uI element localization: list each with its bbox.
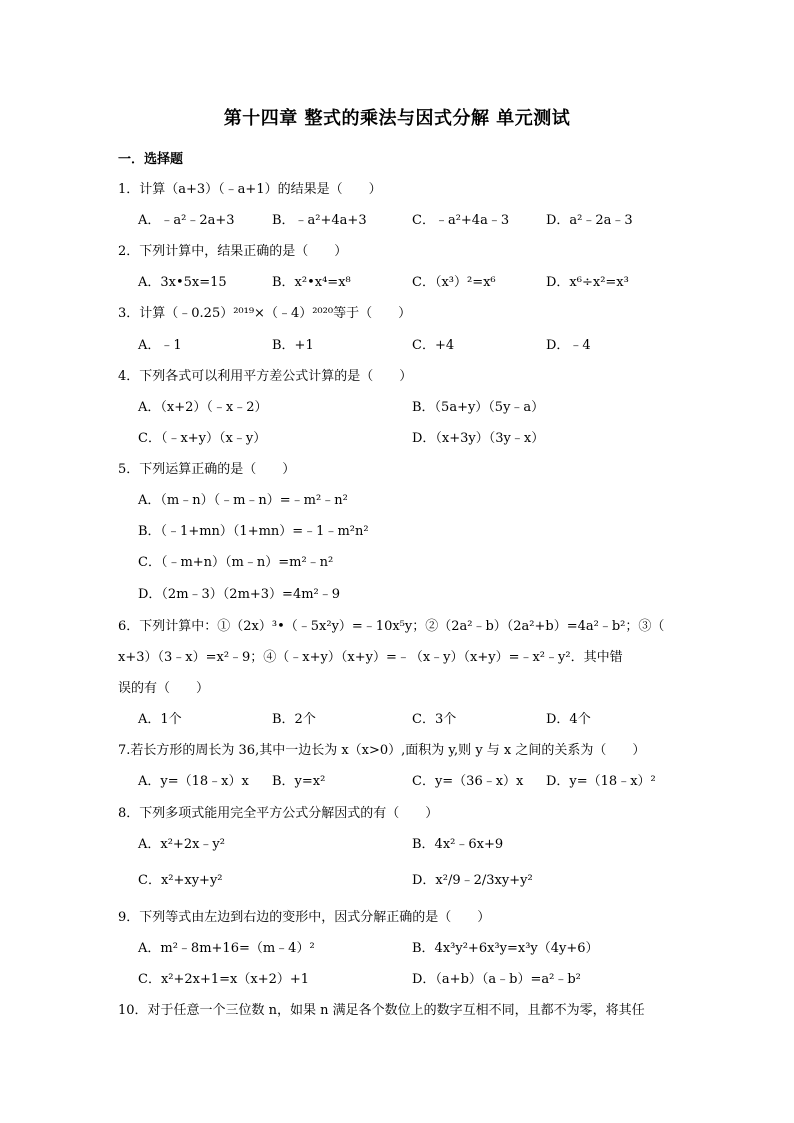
question-3-stem: 3．计算（﹣0.25）²⁰¹⁹×（﹣4）²⁰²⁰等于（ ）	[118, 306, 412, 321]
q4-option-a: A．（x+2）（﹣x﹣2）	[138, 400, 268, 415]
q5-option-a: A．（m﹣n）（﹣m﹣n）=﹣m²﹣n²	[138, 493, 348, 508]
q1-option-c: C．﹣a²+4a﹣3	[412, 213, 510, 228]
q8-option-c: C．x²+xy+y²	[138, 873, 223, 888]
q9-option-c: C．x²+2x+1=x（x+2）+1	[138, 972, 310, 987]
q3-option-d: D．﹣4	[546, 338, 591, 353]
q8-option-b: B．4x²﹣6x+9	[412, 837, 504, 852]
question-6-stem-line-1: 6．下列计算中：①（2x）³•（﹣5x²y）=﹣10x⁵y；②（2a²﹣b）（2a²+b）=4a²﹣b²；③（	[118, 619, 665, 634]
q5-option-c: C．（﹣m+n）（m﹣n）=m²﹣n²	[138, 555, 334, 570]
q7-option-a: A．y=（18﹣x）x	[138, 774, 249, 789]
question-4-stem: 4．下列各式可以利用平方差公式计算的是（ ）	[118, 369, 413, 384]
q2-option-a: A．3x•5x=15	[138, 275, 227, 290]
question-6-stem-line-2: x+3）（3﹣x）=x²﹣9；④（﹣x+y）（x+y）=﹣（x﹣y）（x+y）=﹣x²﹣y²．其中错	[118, 650, 623, 665]
q4-option-b: B．（5a+y）（5y﹣a）	[412, 400, 545, 415]
q2-option-d: D．x⁶÷x²=x³	[546, 275, 629, 290]
q6-option-b: B．2个	[272, 712, 316, 727]
question-6-stem-line-3: 误的有（ ）	[118, 681, 210, 696]
question-5-stem: 5．下列运算正确的是（ ）	[118, 462, 296, 477]
question-9-stem: 9．下列等式由左边到右边的变形中，因式分解正确的是（ ）	[118, 910, 491, 925]
q9-option-b: B．4x³y²+6x³y=x³y（4y+6）	[412, 941, 599, 956]
q7-option-c: C．y=（36﹣x）x	[412, 774, 524, 789]
question-8-stem: 8．下列多项式能用完全平方公式分解因式的有（ ）	[118, 806, 439, 821]
q5-option-d: D．（2m﹣3）（2m+3）=4m²﹣9	[138, 587, 341, 602]
q6-option-d: D．4个	[546, 712, 591, 727]
q9-option-a: A．m²﹣8m+16=（m﹣4）²	[138, 941, 315, 956]
q1-option-d: D．a²﹣2a﹣3	[546, 213, 633, 228]
q3-option-a: A．﹣1	[138, 338, 182, 353]
q9-option-d: D．（a+b）（a﹣b）=a²﹣b²	[412, 972, 581, 987]
section-heading: 一．选择题	[118, 152, 184, 167]
q3-option-c: C．+4	[412, 338, 455, 353]
q7-option-d: D．y=（18﹣x）²	[546, 774, 656, 789]
question-2-stem: 2．下列计算中，结果正确的是（ ）	[118, 244, 348, 259]
q4-option-d: D．（x+3y）（3y﹣x）	[412, 431, 545, 446]
q2-option-b: B．x²•x⁴=x⁸	[272, 275, 351, 290]
question-7-stem: 7.若长方形的周长为 36,其中一边长为 x（x>0）,面积为 y,则 y 与 x 之间的关系为（ ）	[118, 743, 646, 758]
q6-option-a: A．1个	[138, 712, 182, 727]
q8-option-d: D．x²/9﹣2/3xy+y²	[412, 873, 533, 888]
q6-option-c: C．3个	[412, 712, 457, 727]
question-10-stem: 10．对于任意一个三位数 n，如果 n 满足各个数位上的数字互相不同，且都不为零，将其任	[118, 1003, 645, 1018]
q7-option-b: B．y=x²	[272, 774, 326, 789]
q8-option-a: A．x²+2x﹣y²	[138, 837, 225, 852]
page-title: 第十四章 整式的乘法与因式分解 单元测试	[223, 108, 571, 129]
question-1-stem: 1．计算（a+3）（﹣a+1）的结果是（ ）	[118, 182, 382, 197]
q1-option-a: A．﹣a²﹣2a+3	[138, 213, 235, 228]
q1-option-b: B．﹣a²+4a+3	[272, 213, 367, 228]
q2-option-c: C．（x³）²=x⁶	[412, 275, 496, 290]
q4-option-c: C．（﹣x+y）（x﹣y）	[138, 431, 267, 446]
q3-option-b: B．+1	[272, 338, 314, 353]
q5-option-b: B．（﹣1+mn）（1+mn）=﹣1﹣m²n²	[138, 524, 369, 539]
